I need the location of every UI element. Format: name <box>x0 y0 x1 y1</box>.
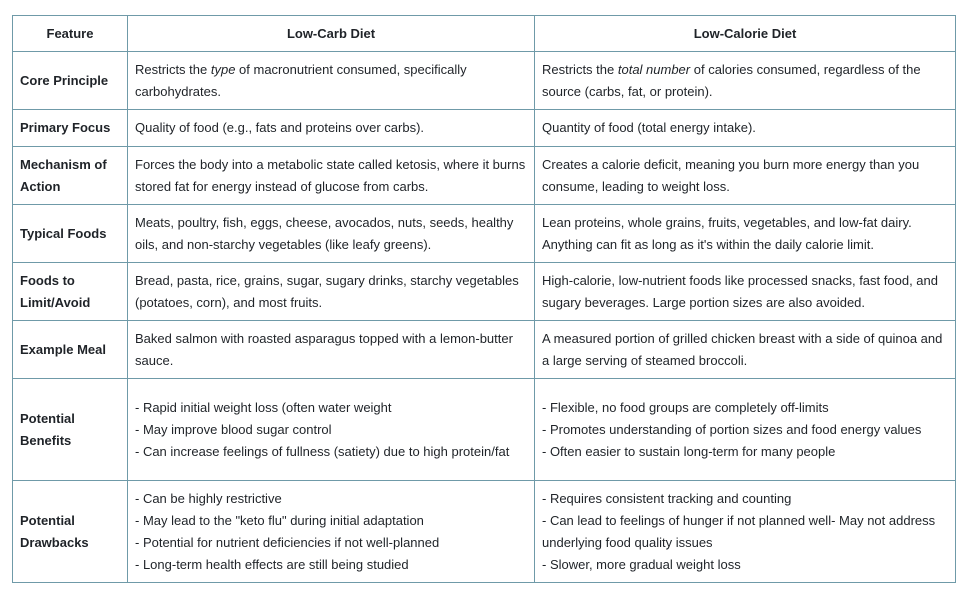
feature-cell: Potential Drawbacks <box>13 481 128 583</box>
table-body <box>13 52 956 583</box>
feature-cell: Potential Benefits <box>13 379 128 481</box>
emphasis-text: total number <box>617 61 691 77</box>
bullet-line: - May improve blood sugar control <box>135 421 332 437</box>
low-carb-cell: Bread, pasta, rice, grains, sugar, sugary drinks, starchy vegetables (potatoes, corn), and most fruits. <box>128 263 535 321</box>
feature-cell: Foods to Limit/Avoid <box>13 263 128 321</box>
bullet-line: - Rapid initial weight loss (often water weight <box>135 399 392 415</box>
low-carb-cell <box>128 379 535 481</box>
low-calorie-cell: High-calorie, low-nutrient foods like processed snacks, fast food, and sugary beverages. Large portion sizes are also avoided. <box>535 263 956 321</box>
low-calorie-cell <box>535 481 956 583</box>
text-segment: of macronutrient consumed, specifically carbohydrates. <box>135 61 467 99</box>
bullet-line: - Can increase feelings of fullness (satiety) due to high protein/fat <box>135 443 510 459</box>
bullet-line: - Requires consistent tracking and counting <box>542 490 792 506</box>
low-carb-cell <box>128 52 535 110</box>
low-calorie-cell <box>535 52 956 110</box>
table-row <box>13 481 956 583</box>
header-feature: Feature <box>13 16 128 52</box>
text-segment: Restricts the <box>135 61 211 77</box>
table-row <box>13 263 956 321</box>
emphasis-text: type <box>210 61 236 77</box>
table-row <box>13 205 956 263</box>
header-row <box>13 16 956 52</box>
feature-cell: Typical Foods <box>13 205 128 263</box>
low-carb-cell: Baked salmon with roasted asparagus topped with a lemon-butter sauce. <box>128 321 535 379</box>
bullet-line: - Can lead to feelings of hunger if not planned well- May not address underlying food quality issues <box>542 512 936 550</box>
bullet-line: - Can be highly restrictive <box>135 490 282 506</box>
bullet-line: - Flexible, no food groups are completely off-limits <box>542 399 829 415</box>
bullet-line: - May lead to the "keto flu" during initial adaptation <box>135 512 424 528</box>
low-calorie-cell: Lean proteins, whole grains, fruits, vegetables, and low-fat dairy. Anything can fit as long as it's within the daily calorie limit. <box>535 205 956 263</box>
feature-cell: Example Meal <box>13 321 128 379</box>
low-calorie-cell: Creates a calorie deficit, meaning you burn more energy than you consume, leading to weight loss. <box>535 147 956 205</box>
table-row <box>13 321 956 379</box>
header-low-calorie: Low-Calorie Diet <box>535 16 956 52</box>
feature-cell: Mechanism of Action <box>13 147 128 205</box>
bullet-line: - Promotes understanding of portion sizes and food energy values <box>542 421 922 437</box>
low-calorie-cell: Quantity of food (total energy intake). <box>535 110 956 147</box>
feature-cell: Core Principle <box>13 52 128 110</box>
bullet-line: - Potential for nutrient deficiencies if not well-planned <box>135 534 440 550</box>
table-row <box>13 52 956 110</box>
header-low-carb: Low-Carb Diet <box>128 16 535 52</box>
low-carb-cell: Quality of food (e.g., fats and proteins over carbs). <box>128 110 535 147</box>
low-carb-cell: Meats, poultry, fish, eggs, cheese, avocados, nuts, seeds, healthy oils, and non-starchy vegetables (like leafy greens). <box>128 205 535 263</box>
text-segment: Restricts the <box>542 61 618 77</box>
feature-cell: Primary Focus <box>13 110 128 147</box>
text-segment: of calories consumed, regardless of the source (carbs, fat, or protein). <box>542 61 921 99</box>
table-row <box>13 110 956 147</box>
low-carb-cell: Forces the body into a metabolic state called ketosis, where it burns stored fat for energy instead of glucose from carbs. <box>128 147 535 205</box>
low-calorie-cell: A measured portion of grilled chicken breast with a side of quinoa and a large serving of steamed broccoli. <box>535 321 956 379</box>
comparison-table <box>12 15 956 583</box>
bullet-line: - Often easier to sustain long-term for many people <box>542 443 836 459</box>
table-row <box>13 147 956 205</box>
bullet-line: - Long-term health effects are still being studied <box>135 556 409 572</box>
table-header <box>13 16 956 52</box>
low-carb-cell <box>128 481 535 583</box>
table-row <box>13 379 956 481</box>
low-calorie-cell <box>535 379 956 481</box>
bullet-line: - Slower, more gradual weight loss <box>542 556 741 572</box>
